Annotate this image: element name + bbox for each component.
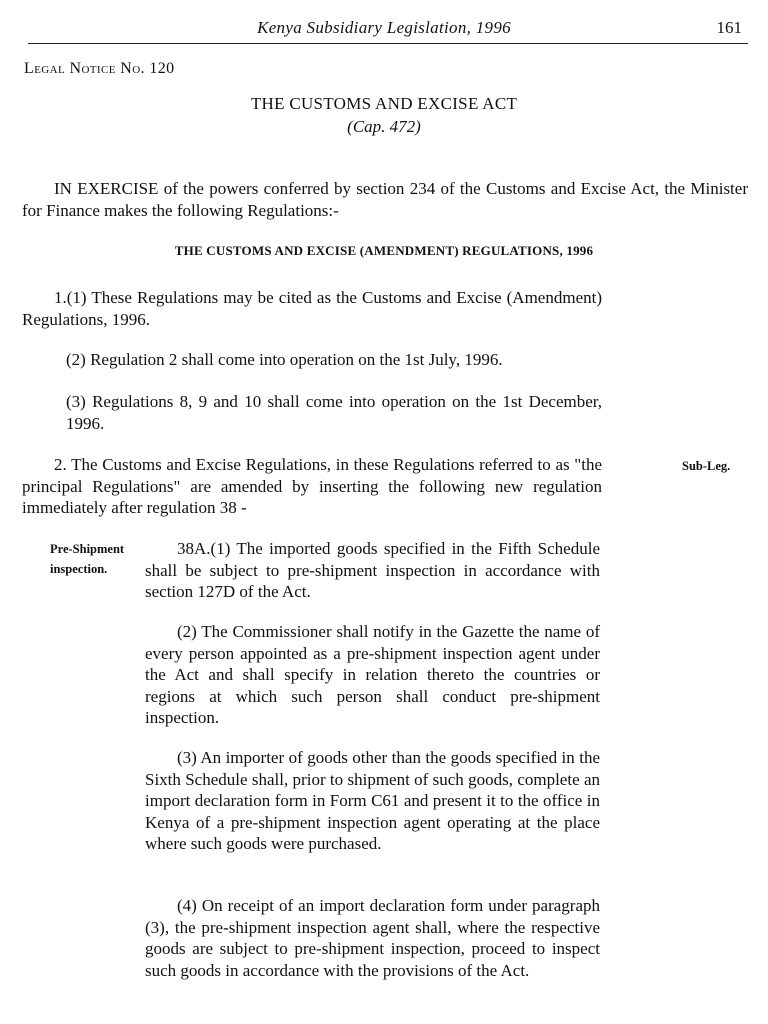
preamble: IN EXERCISE of the powers conferred by section 234 of the Customs and Excise Act, the Minister for Finance makes the following Regulations:- <box>22 179 748 220</box>
act-chapter: (Cap. 472) <box>347 117 421 136</box>
running-header-title: Kenya Subsidiary Legislation, 1996 <box>257 18 511 37</box>
page-number: 161 <box>716 18 742 37</box>
regulation-38a-paragraph-2: (2) The Commissioner shall notify in the Gazette the name of every person appointed as a pre-shipment inspection agent under the Act and shall specify in relation thereto the countries or regions at which such person shall conduct pre-shipment inspection. <box>145 622 600 727</box>
legal-notice-number: Legal Notice No. 120 <box>24 60 175 77</box>
header-rule <box>28 43 748 44</box>
clause-1-paragraph-2: (2) Regulation 2 shall come into operation on the 1st July, 1996. <box>66 350 503 369</box>
regulation-38a-paragraph-1: 38A.(1) The imported goods specified in the Fifth Schedule shall be subject to pre-shipment inspection in accordance with section 127D of the Act. <box>145 539 600 601</box>
margin-note-sub-leg: Sub-Leg. <box>682 459 731 473</box>
regulations-heading: THE CUSTOMS AND EXCISE (AMENDMENT) REGULATIONS, 1996 <box>174 243 594 258</box>
act-title: THE CUSTOMS AND EXCISE ACT <box>250 94 518 113</box>
regulation-38a-paragraph-3: (3) An importer of goods other than the goods specified in the Sixth Schedule shall, prior to shipment of such goods, complete an import declaration form in Form C61 and present it to the office in Kenya of a pre-shipment inspection agent operating at the place where such goods were purchased. <box>145 748 600 853</box>
regulation-38a-paragraph-4: (4) On receipt of an import declaration form under paragraph (3), the pre-shipment inspection agent shall, where the respective goods are subject to pre-shipment inspection, proceed to inspect such goods in accordance with the provisions of the Act. <box>145 896 600 980</box>
clause-1-paragraph-1: 1.(1) These Regulations may be cited as the Customs and Excise (Amendment) Regulations, 1996. <box>22 288 602 329</box>
margin-note-pre-shipment: Pre-Shipment inspection. <box>50 542 125 576</box>
clause-1-paragraph-3: (3) Regulations 8, 9 and 10 shall come into operation on the 1st December, 1996. <box>66 392 602 433</box>
clause-2-paragraph: 2. The Customs and Excise Regulations, in these Regulations referred to as "the principal Regulations" are amended by inserting the following new regulation immediately after regulation 38 - <box>22 455 602 517</box>
